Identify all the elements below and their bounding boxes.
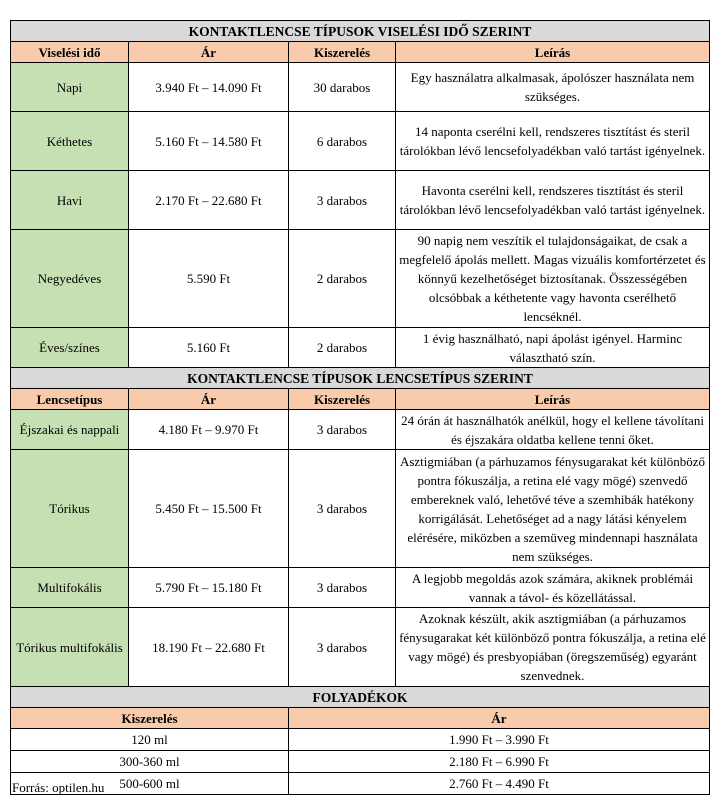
description-cell: 90 napig nem veszítik el tulajdonságaikat, de csak a megfelelő ápolás mellett. Magas vizuális komfortérzetet és könnyű kezelhetőséget biztosítanak. Összességében olcsóbbak a kéthetente vagy havonta cserélhető lencséknél. <box>396 230 710 328</box>
price-cell: 1.990 Ft – 3.990 Ft <box>289 729 710 751</box>
table-row <box>11 171 710 230</box>
price-cell: 3.940 Ft – 14.090 Ft <box>129 63 289 112</box>
pack-cell: 120 ml <box>11 729 289 751</box>
price-cell: 2.180 Ft – 6.990 Ft <box>289 751 710 773</box>
table-row <box>11 751 710 773</box>
col-header-lens-type: Lencsetípus <box>11 389 129 410</box>
section-title-row <box>11 687 710 708</box>
section-title-wearing-time: KONTAKTLENCSE TÍPUSOK VISELÉSI IDŐ SZERINT <box>11 21 710 42</box>
table-row <box>11 230 710 328</box>
section-title-solutions: FOLYADÉKOK <box>11 687 710 708</box>
col-header-pack: Kiszerelés <box>11 708 289 729</box>
description-cell: Asztigmiában (a párhuzamos fénysugarakat két különböző pontra fókuszálja, a retina elé vagy mögé) szenvedő embereknek való, lehetővé téve a szemhibák hatékony korrigálását. Lehetőséget ad a nagy látási kényelem elérésére, miközben a szemüveg mindennapi használata nem szükséges. <box>396 450 710 568</box>
table-row <box>11 112 710 171</box>
price-cell: 5.590 Ft <box>129 230 289 328</box>
row-label: Havi <box>11 171 129 230</box>
row-label: Éjszakai és nappali <box>11 410 129 450</box>
col-header-price: Ár <box>289 708 710 729</box>
table-row <box>11 568 710 608</box>
price-cell: 5.790 Ft – 15.180 Ft <box>129 568 289 608</box>
table-row <box>11 773 710 795</box>
price-cell: 5.160 Ft <box>129 328 289 368</box>
section-title-lens-type: KONTAKTLENCSE TÍPUSOK LENCSETÍPUS SZERINT <box>11 368 710 389</box>
pack-cell: 2 darabos <box>289 328 396 368</box>
pack-cell: 3 darabos <box>289 450 396 568</box>
pack-cell: 3 darabos <box>289 171 396 230</box>
pack-cell: 3 darabos <box>289 568 396 608</box>
table-row <box>11 450 710 568</box>
row-label: Kéthetes <box>11 112 129 171</box>
description-cell: Egy használatra alkalmasak, ápolószer használata nem szükséges. <box>396 63 710 112</box>
price-cell: 5.160 Ft – 14.580 Ft <box>129 112 289 171</box>
row-label: Éves/színes <box>11 328 129 368</box>
pack-cell: 3 darabos <box>289 608 396 687</box>
col-header-price: Ár <box>129 42 289 63</box>
price-table-container <box>10 20 709 795</box>
description-cell: Havonta cserélni kell, rendszeres tisztítást és steril tárolókban lévő lencsefolyadékban való tartást igényelnek. <box>396 171 710 230</box>
table-row <box>11 63 710 112</box>
description-cell: 24 órán át használhatók anélkül, hogy el kellene távolítani és éjszakára oldatba kellene tenni őket. <box>396 410 710 450</box>
table-row <box>11 729 710 751</box>
row-label: Multifokális <box>11 568 129 608</box>
pack-cell: 500-600 ml <box>11 773 289 795</box>
table-row <box>11 328 710 368</box>
pack-cell: 3 darabos <box>289 410 396 450</box>
description-cell: 1 évig használható, napi ápolást igényel. Harminc választható szín. <box>396 328 710 368</box>
col-header-description: Leírás <box>396 389 710 410</box>
description-cell: 14 naponta cserélni kell, rendszeres tisztítást és steril tárolókban lévő lencsefolyadékban való tartást igényelnek. <box>396 112 710 171</box>
column-header-row <box>11 42 710 63</box>
col-header-pack: Kiszerelés <box>289 42 396 63</box>
col-header-pack: Kiszerelés <box>289 389 396 410</box>
table-row <box>11 410 710 450</box>
section-title-row <box>11 368 710 389</box>
price-cell: 2.170 Ft – 22.680 Ft <box>129 171 289 230</box>
contact-lens-table <box>10 20 710 795</box>
section-title-row <box>11 21 710 42</box>
col-header-wearing-time: Viselési idő <box>11 42 129 63</box>
price-cell: 18.190 Ft – 22.680 Ft <box>129 608 289 687</box>
row-label: Negyedéves <box>11 230 129 328</box>
col-header-description: Leírás <box>396 42 710 63</box>
pack-cell: 2 darabos <box>289 230 396 328</box>
column-header-row <box>11 708 710 729</box>
row-label: Tórikus multifokális <box>11 608 129 687</box>
col-header-price: Ár <box>129 389 289 410</box>
table-row <box>11 608 710 687</box>
price-cell: 2.760 Ft – 4.490 Ft <box>289 773 710 795</box>
column-header-row <box>11 389 710 410</box>
price-cell: 5.450 Ft – 15.500 Ft <box>129 450 289 568</box>
source-note: Forrás: optilen.hu <box>12 780 105 795</box>
description-cell: A legjobb megoldás azok számára, akiknek problémái vannak a távol- és közellátással. <box>396 568 710 608</box>
pack-cell: 30 darabos <box>289 63 396 112</box>
description-cell: Azoknak készült, akik asztigmiában (a párhuzamos fénysugarakat két különböző pontra fókuszálja, a retina elé vagy mögé) és presbyopiában (öregszeműség) egyaránt szenvednek. <box>396 608 710 687</box>
price-cell: 4.180 Ft – 9.970 Ft <box>129 410 289 450</box>
row-label: Napi <box>11 63 129 112</box>
pack-cell: 6 darabos <box>289 112 396 171</box>
row-label: Tórikus <box>11 450 129 568</box>
pack-cell: 300-360 ml <box>11 751 289 773</box>
